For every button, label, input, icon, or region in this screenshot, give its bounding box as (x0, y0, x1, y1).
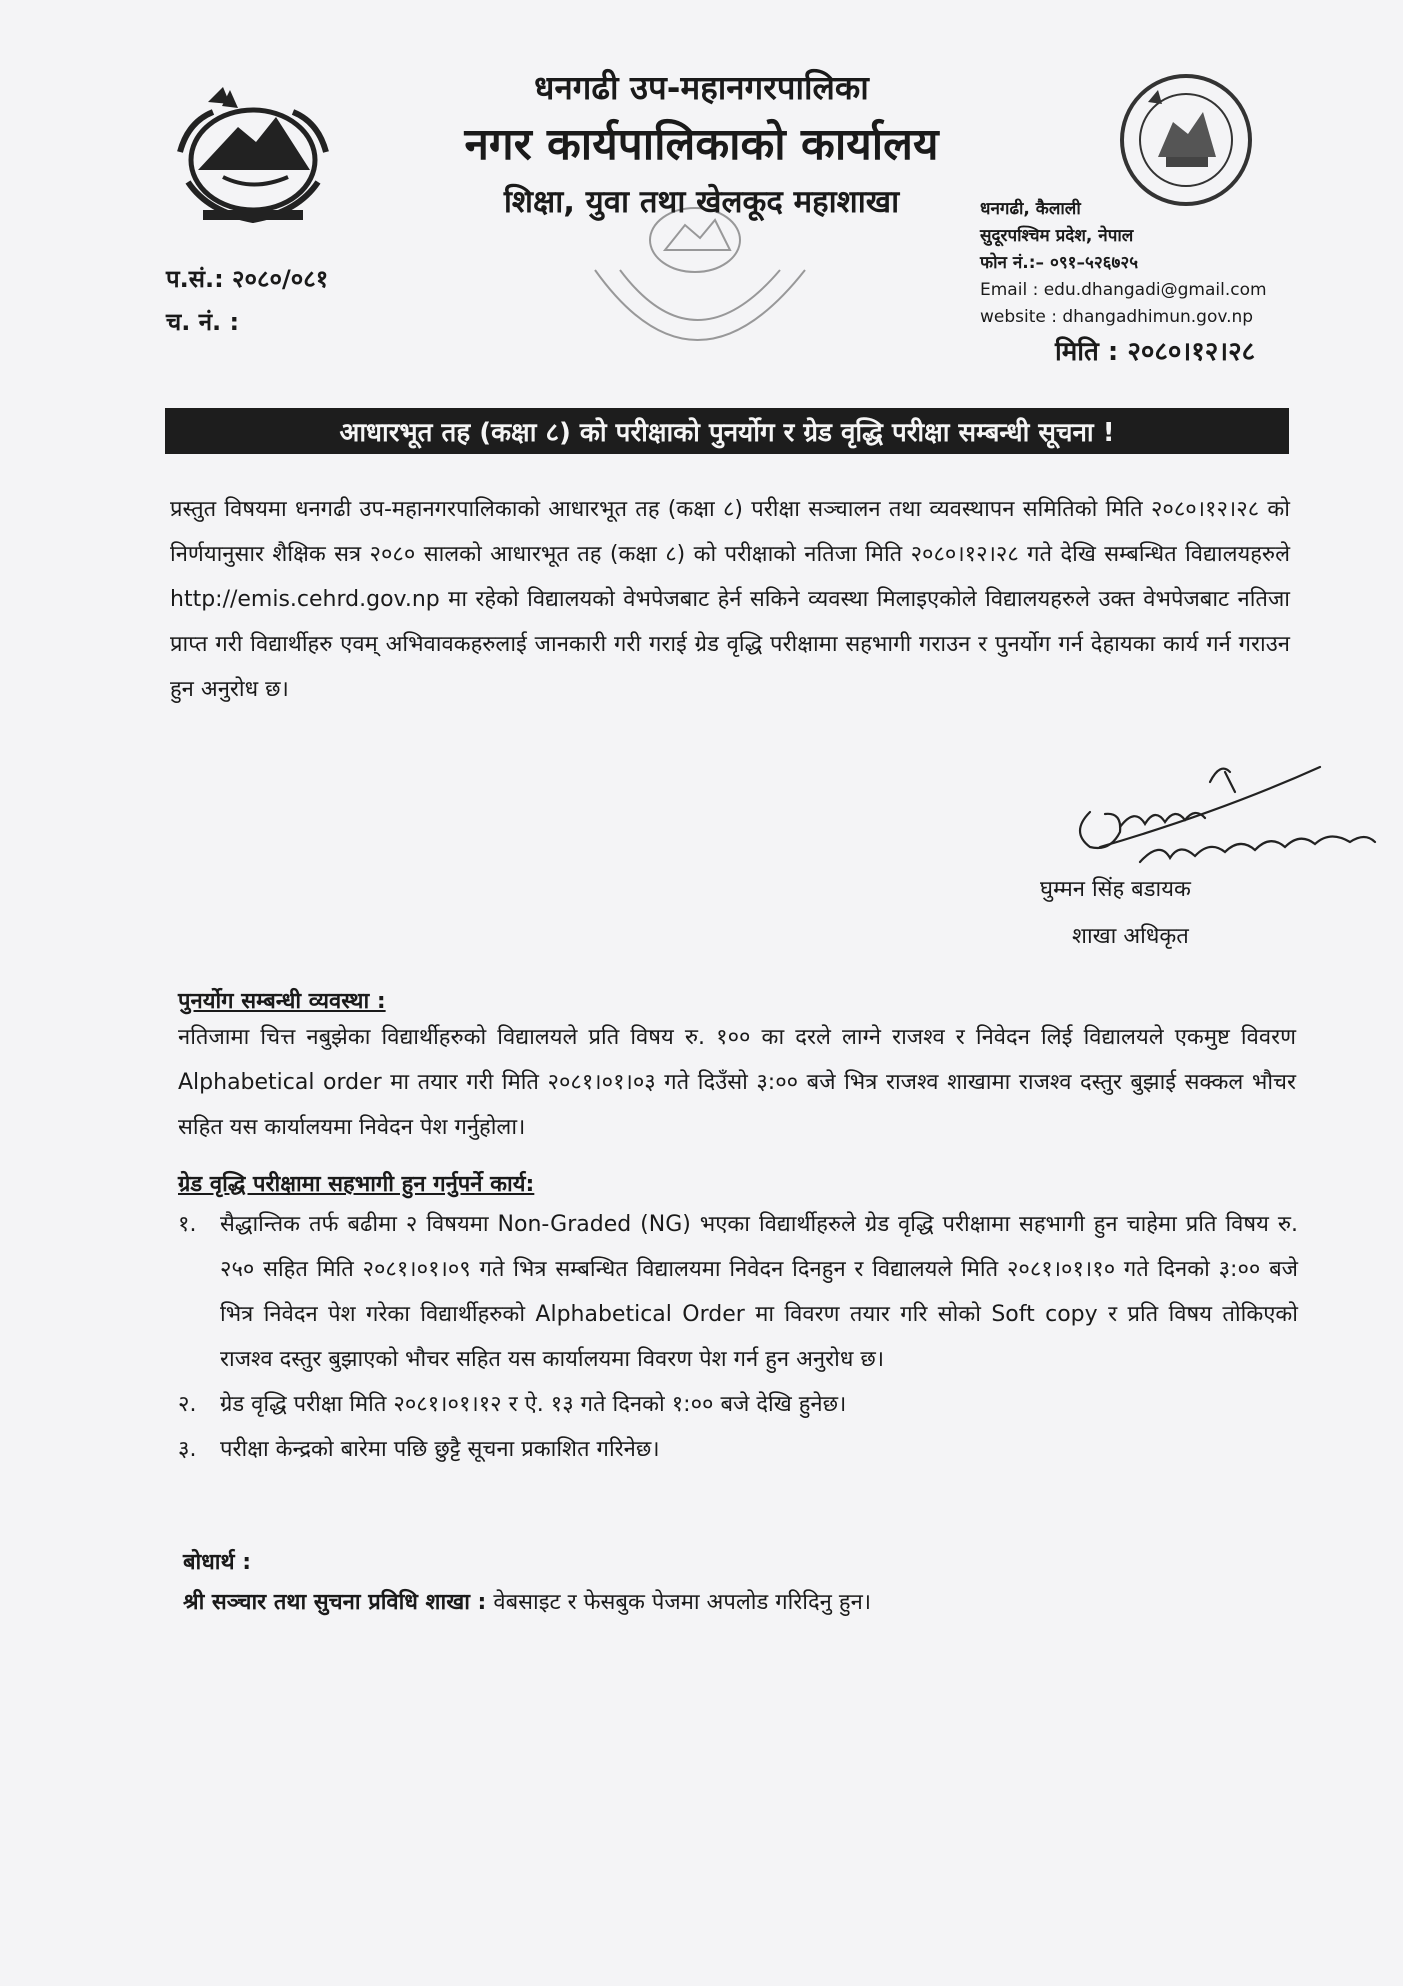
address-city: धनगढी, कैलाली (980, 199, 1081, 219)
address-province: सुदूरपश्चिम प्रदेश, नेपाल (980, 226, 1134, 246)
list-item (178, 1202, 1298, 1382)
cc-recipient: श्री सञ्चार तथा सुचना प्रविधि शाखा : (183, 1590, 487, 1615)
list-item-text: ग्रेड वृद्धि परीक्षा मिति २०८१।०१।१२ र ऐ. १३ गते दिनको १:०० बजे देखि हुनेछ। (220, 1392, 847, 1417)
section-recount-heading: पुनर्योग सम्बन्धी व्यवस्था : (178, 989, 386, 1014)
list-item-number: २. (178, 1392, 197, 1417)
handwritten-signature (1060, 752, 1400, 872)
notice-title-text: आधारभूत तह (कक्षा ८) को परीक्षाको पुनर्योग र ग्रेड वृद्धि परीक्षा सम्बन्धी सूचना ! (339, 418, 1115, 448)
phone-number: फोन नं.:– ०९१–५२६७२५ (980, 253, 1139, 273)
list-item-text: सैद्धान्तिक तर्फ बढीमा २ विषयमा Non-Graded (NG) भएका विद्यार्थीहरुले ग्रेड वृद्धि परीक्षामा सहभागी हुन चाहेमा प्रति विषय रु. २५० सहित मिति २०८१।०१।०९ गते भित्र सम्बन्धित विद्यालयमा निवेदन दिनहुन र विद्यालयले मिति २०८१।०१।१० गते दिनको ३:०० बजे भित्र निवेदन पेश गरेका विद्यार्थीहरुको Alphabetical Order मा विवरण तयार गरि सोको Soft copy र प्रति विषय तोकिएको राजश्व दस्तुर बुझाएको भौचर सहित यस कार्यालयमा विवरण पेश गर्न हुन अनुरोध छ। (220, 1212, 1298, 1372)
office-stamp-icon (575, 200, 825, 390)
list-item (178, 1427, 1298, 1472)
list-item-number: १. (178, 1212, 197, 1237)
list-item (178, 1382, 1298, 1427)
email-address: Email : edu.dhangadi@gmail.com (980, 280, 1267, 300)
grade-improvement-list (178, 1202, 1298, 1472)
cc-instruction: वेबसाइट र फेसबुक पेजमा अपलोड गरिदिनु हुन। (486, 1590, 872, 1615)
cc-title: बोधार्थ : (183, 1550, 252, 1575)
section-grade-improvement-heading: ग्रेड वृद्धि परीक्षामा सहभागी हुन गर्नुपर्ने कार्य: (178, 1172, 535, 1197)
office-name: नगर कार्यपालिकाको कार्यालय (464, 119, 939, 170)
department-name: शिक्षा, युवा तथा खेलकूद महाशाखा (503, 184, 900, 220)
body-paragraph: प्रस्तुत विषयमा धनगढी उप-महानगरपालिकाको आधारभूत तह (कक्षा ८) परीक्षा सञ्चालन तथा व्यवस्थापन समितिको मिति २०८०।१२।२८ को निर्णयानुसार शैक्षिक सत्र २०८० सालको आधारभूत तह (कक्षा ८) को परीक्षाको नतिजा मिति २०८०।१२।२८ गते देखि सम्बन्धित विद्यालयहरुले http://emis.cehrd.gov.np मा रहेको विद्यालयको वेभपेजबाट हेर्न सकिने व्यवस्था मिलाइएकोले विद्यालयहरुले उक्त वेभपेजबाट नतिजा प्राप्त गरी विद्यार्थीहरु एवम् अभिवावकहरुलाई जानकारी गरी गराई ग्रेड वृद्धि परीक्षामा सहभागी गराउन र पुनर्योग गर्न देहायका कार्य गर्न गराउन हुन अनुरोध छ। (170, 497, 1290, 702)
section-recount-text: नतिजामा चित्त नबुझेका विद्यार्थीहरुको विद्यालयले प्रति विषय रु. १०० का दरले लाग्ने राजश्व र निवेदन लिई विद्यालयले एकमुष्ट विवरण Alphabetical order मा तयार गरी मिति २०८१।०१।०३ गते दिउँसो ३:०० बजे भित्र राजश्व शाखामा राजश्व दस्तुर बुझाई सक्कल भौचर सहित यस कार्यालयमा निवेदन पेश गर्नुहोला। (178, 1025, 1296, 1140)
list-item-text: परीक्षा केन्द्रको बारेमा पछि छुट्टै सूचना प्रकाशित गरिनेछ। (220, 1437, 660, 1462)
signer-name: घुम्मन सिंह बडायक (1040, 877, 1191, 902)
dispatch-number: च. नं. : (166, 308, 240, 336)
notice-title (165, 408, 1289, 454)
cc-line (183, 1586, 871, 1616)
notice-date: मिति : २०८०।१२।२८ (1055, 337, 1256, 367)
address-block (980, 196, 1267, 331)
signer-designation: शाखा अधिकृत (1072, 924, 1189, 949)
website-address: website : dhangadhimun.gov.np (980, 307, 1254, 327)
reference-number: प.सं.: २०८०/०८१ (166, 265, 329, 293)
org-name: धनगढी उप-महानगरपालिका (534, 68, 869, 107)
list-item-number: ३. (178, 1437, 197, 1462)
